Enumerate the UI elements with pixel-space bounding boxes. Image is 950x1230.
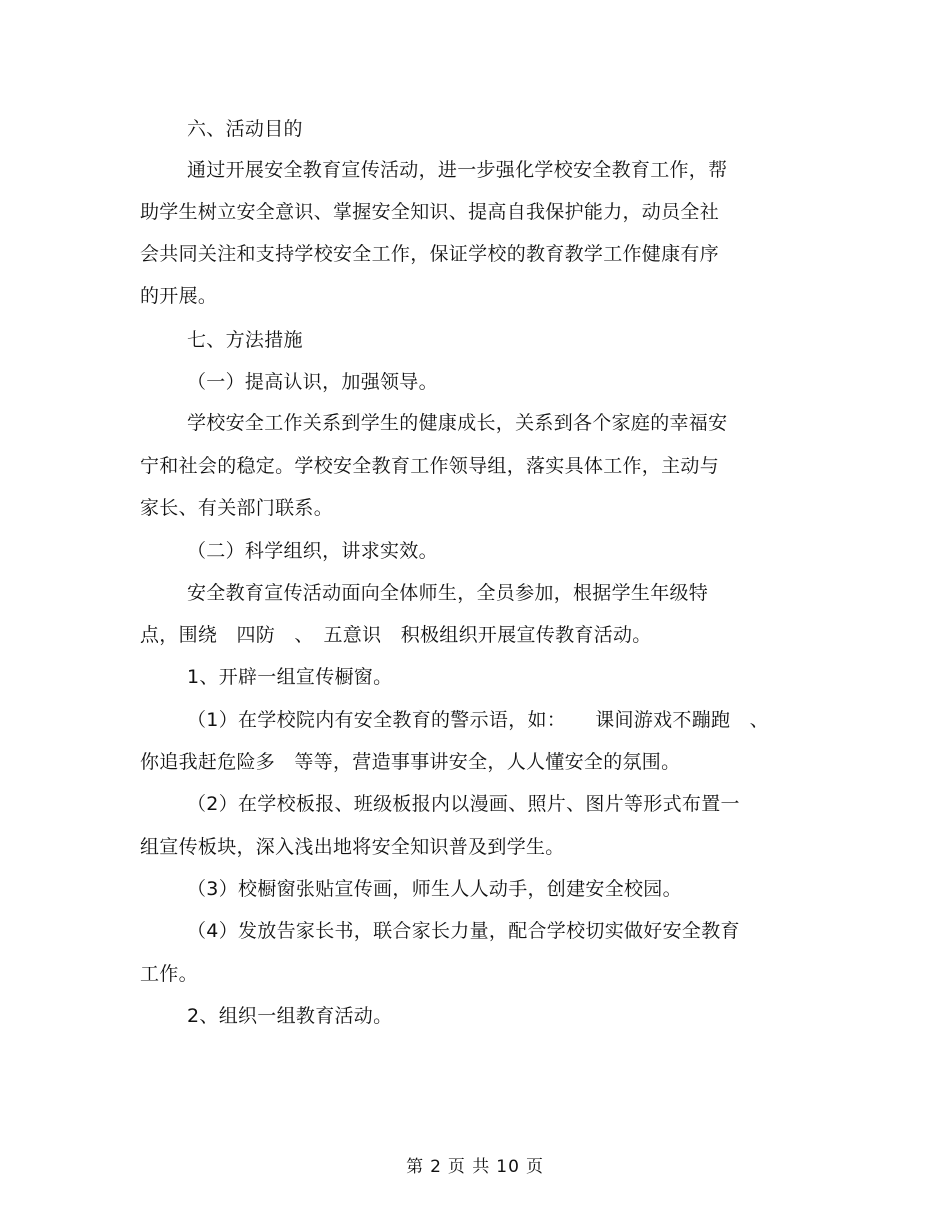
list-item-heading: 2、组织一组教育活动。 [187,1005,393,1027]
heading-methods: 七、方法措施 [187,329,303,351]
list-item: （1）在学校院内有安全教育的警示语，如： 课间游戏不蹦跑 、 [187,709,769,731]
footer-total-pages: 10 [496,1157,520,1177]
list-item-heading: 1、开辟一组宣传橱窗。 [187,666,393,688]
paragraph-line: 组宣传板块，深入浅出地将安全知识普及到学生。 [140,836,565,858]
page-number-footer [0,1152,950,1177]
list-item: （3）校橱窗张贴宣传画，师生人人动手，创建安全校园。 [187,878,682,900]
paragraph-line: 宁和社会的稳定。学校安全教育工作领导组，落实具体工作，主动与 [140,455,720,477]
footer-current-page: 2 [430,1157,442,1177]
paragraph-line: 的开展。 [140,285,218,307]
list-item: （4）发放告家长书，联合家长力量，配合学校切实做好安全教育 [187,920,740,942]
paragraph-line: 通过开展安全教育宣传活动，进一步强化学校安全教育工作，帮 [187,159,728,181]
paragraph-line: 助学生树立安全意识、掌握安全知识、提高自我保护能力，动员全社 [140,201,720,223]
footer-prefix: 第 [406,1157,425,1177]
paragraph-line: 学校安全工作关系到学生的健康成长，关系到各个家庭的幸福安 [187,412,728,434]
footer-suffix: 页 [525,1157,544,1177]
paragraph-line: 会共同关注和支持学校安全工作，保证学校的教育教学工作健康有序 [140,243,720,265]
paragraph-line: 工作。 [140,963,198,985]
paragraph-line: 安全教育宣传活动面向全体师生，全员参加，根据学生年级特 [187,582,709,604]
paragraph-line: 点，围绕 四防 、 五意识 积极组织开展宣传教育活动。 [140,624,652,646]
footer-mid: 页 共 [447,1157,491,1177]
subheading-1: （一）提高认识，加强领导。 [187,371,438,393]
paragraph-line: 家长、有关部门联系。 [140,497,334,519]
subheading-2: （二）科学组织，讲求实效。 [187,540,438,562]
list-item: （2）在学校板报、班级板报内以漫画、照片、图片等形式布置一 [187,793,740,815]
heading-activity-goal: 六、活动目的 [187,118,303,140]
paragraph-line: 你追我赶危险多 等等，营造事事讲安全，人人懂安全的氛围。 [140,751,681,773]
